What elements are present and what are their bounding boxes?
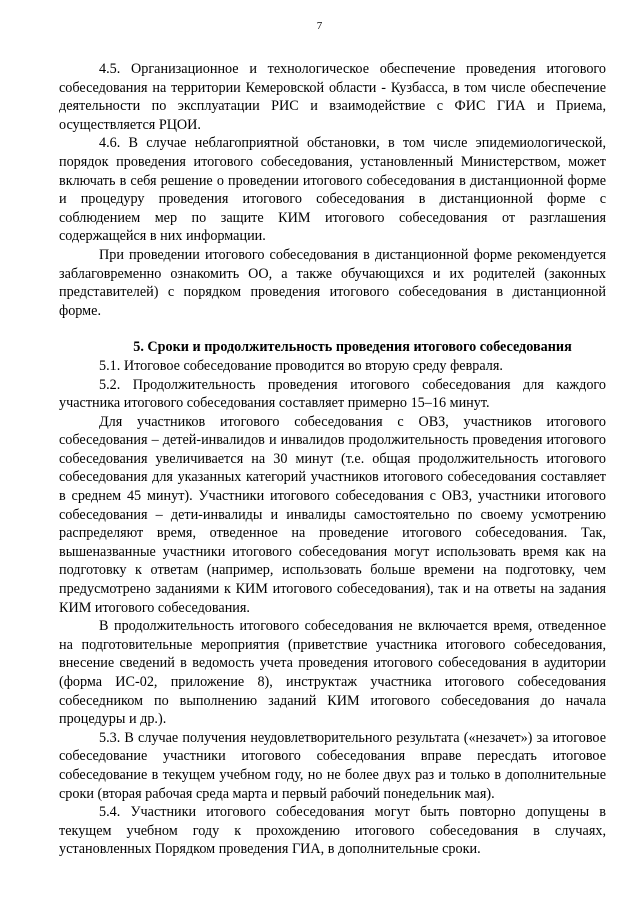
section-heading: 5. Сроки и продолжительность проведения итогового собеседования (133, 339, 572, 356)
document-body (59, 60, 606, 859)
paragraph-5-4: 5.4. Участники итогового собеседования могут быть повторно допущены в текущем учебном году к прохождению итогового собеседования в случаях, установленных Порядком проведения ГИА, в дополнительные сроки. (59, 804, 606, 858)
paragraph-ovz-participants: Для участников итогового собеседования с ОВЗ, участников итогового собеседования – детей-инвалидов и инвалидов продолжительность проведения итогового собеседования увеличивается на 30 минут (т.е. общая продолжительность итогового собеседования для указанных категорий участников итогового собеседования составляет в среднем 45 минут). Участники итогового собеседования с ОВЗ, участники итогового собеседования – дети-инвалиды и инвалиды самостоятельно по своему усмотрению распределяют время, отведенное на проведение итогового собеседования. Так, вышеназванные участники итогового собеседования могут использовать время как на подготовку к ответам (например, использовать больше времени на подготовку, чем предусмотрено заданиями к КИМ итогового собеседования), так и на ответы на задания КИМ итогового собеседования. (59, 413, 606, 616)
paragraph-5-3: 5.3. В случае получения неудовлетворительного результата («незачет») за итоговое собеседование участники итогового собеседования вправе пересдать итоговое собеседование в текущем учебном году, но не более двух раз и только в дополнительные сроки (вторая рабочая среда марта и первый рабочий понедельник мая). (59, 729, 606, 802)
paragraph-remote-form: При проведении итогового собеседования в дистанционной форме рекомендуется заблаговременно ознакомить ОО, а также обучающихся и их родителей (законных представителей) с порядком проведения итогового собеседования в дистанционной форме. (59, 246, 606, 319)
page-number: 7 (316, 20, 323, 32)
paragraph-duration-exclusions: В продолжительность итогового собеседования не включается время, отведенное на подготовительные мероприятия (приветствие участника итогового собеседования, внесение сведений в ведомость учета проведения итогового собеседования в аудитории (форма ИС-02, приложение 8), инструктаж участника итогового собеседования собеседником по выполнению заданий КИМ итогового собеседования до начала процедуры и др.). (59, 618, 606, 728)
paragraph-5-1: 5.1. Итоговое собеседование проводится во вторую среду февраля. (99, 357, 503, 374)
paragraph-5-2: 5.2. Продолжительность проведения итогового собеседования для каждого участника итогового собеседования составляет примерно 15–16 минут. (59, 376, 606, 412)
paragraph-4-6: 4.6. В случае неблагоприятной обстановки, в том числе эпидемиологической, порядок проведения итогового собеседования, установленный Министерством, может включать в себя решение о проведении итогового собеседования в дистанционной форме и процедуру проведения итогового собеседования в дистанционной форме с соблюдением мер по защите КИМ итогового собеседования от разглашения содержащейся в них информации. (59, 135, 606, 245)
paragraph-4-5: 4.5. Организационное и технологическое обеспечение проведения итогового собеседования на территории Кемеровской области - Кузбасса, в том числе обеспечение деятельности по эксплуатации РИС и взаимодействие с ФИС ГИА и Приема, осуществляется РЦОИ. (59, 61, 606, 133)
